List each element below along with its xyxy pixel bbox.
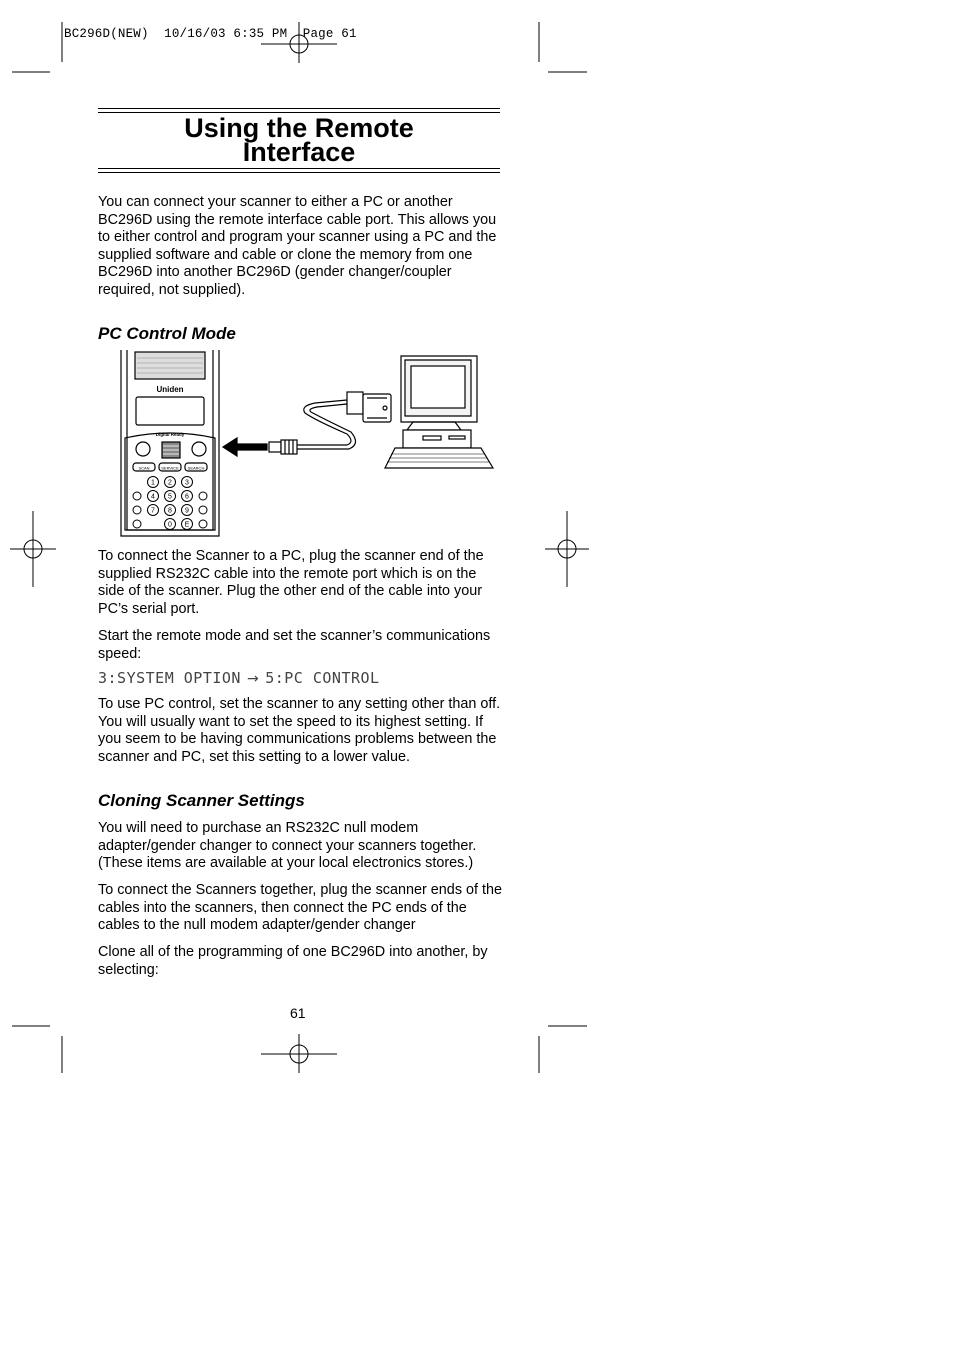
registration-mark-left [10, 511, 56, 587]
pc-control-paragraph-1: To connect the Scanner to a PC, plug the scanner end of the supplied RS232C cable into the remote port which is on the side of the scanner. Plug the other end of the cable into your PC’s serial port. [98, 548, 484, 617]
cloning-paragraph-3: Clone all of the programming of one BC296D into another, by selecting: [98, 944, 488, 978]
key-e: E [184, 521, 190, 529]
scanner-brand-label: Uniden [156, 385, 184, 394]
scanner-badge-label: Digital Ready [155, 432, 185, 437]
cable-plug [269, 440, 297, 454]
pc-control-paragraph-2: Start the remote mode and set the scanner’s communications speed: [98, 628, 491, 662]
registration-mark-right [545, 511, 589, 587]
page-title [98, 113, 500, 167]
key-5: 5 [168, 493, 172, 501]
key-6: 6 [185, 493, 189, 501]
pc-connection-illustration [115, 350, 497, 542]
key-9: 9 [185, 507, 189, 515]
menu-path-display [98, 669, 380, 687]
registration-mark-bottom [261, 1034, 337, 1073]
key-4: 4 [151, 493, 155, 501]
key-8: 8 [168, 507, 172, 515]
soft-key-service: SERVICE [161, 465, 179, 471]
key-7: 7 [151, 507, 155, 515]
key-3: 3 [185, 479, 189, 487]
cloning-heading: Cloning Scanner Settings [98, 791, 305, 810]
print-slug: BC296D(NEW) 10/16/03 6:35 PM Page 61 [64, 27, 357, 41]
page-title-box [98, 108, 500, 173]
key-2: 2 [168, 479, 172, 487]
serial-connector [347, 392, 391, 422]
soft-key-scan: SCAN [138, 465, 150, 471]
intro-paragraph: You can connect your scanner to either a PC or another BC296D using the remote interface cable port. This allows you to either control and program your scanner using a PC and the supplied software and cable or clone the memory from one BC296D into another BC296D (gender changer/coupler required, not supplied). [98, 194, 497, 298]
pc-control-paragraph-3: To use PC control, set the scanner to any setting other than off. You will usually want to set the speed to its highest setting. If you seem to be having communications problems between the scanner and PC, set this setting to a lower value. [98, 696, 501, 765]
computer-illustration [385, 356, 493, 468]
arrow-right-icon: → [246, 671, 260, 687]
key-1: 1 [151, 479, 155, 487]
page-title-line-1: Using the Remote [184, 113, 414, 143]
page-title-line-2: Interface [242, 137, 356, 167]
key-0: 0 [168, 521, 172, 529]
page-number: 61 [290, 1005, 306, 1021]
arrow-icon [223, 438, 267, 456]
menu-path-step-2: 5:PC CONTROL [265, 669, 380, 687]
cloning-paragraph-2: To connect the Scanners together, plug the scanner ends of the cables into the scanners, then connect the PC ends of the cables to the null modem adapter/gender changer [98, 882, 503, 934]
cloning-paragraph-1: You will need to purchase an RS232C null modem adapter/gender changer to connect your scanners together. (These items are available at your local electronics stores.) [98, 820, 477, 872]
menu-path-step-1: 3:SYSTEM OPTION [98, 669, 241, 687]
soft-key-search: SEARCH [187, 465, 205, 471]
pc-control-heading: PC Control Mode [98, 324, 236, 343]
